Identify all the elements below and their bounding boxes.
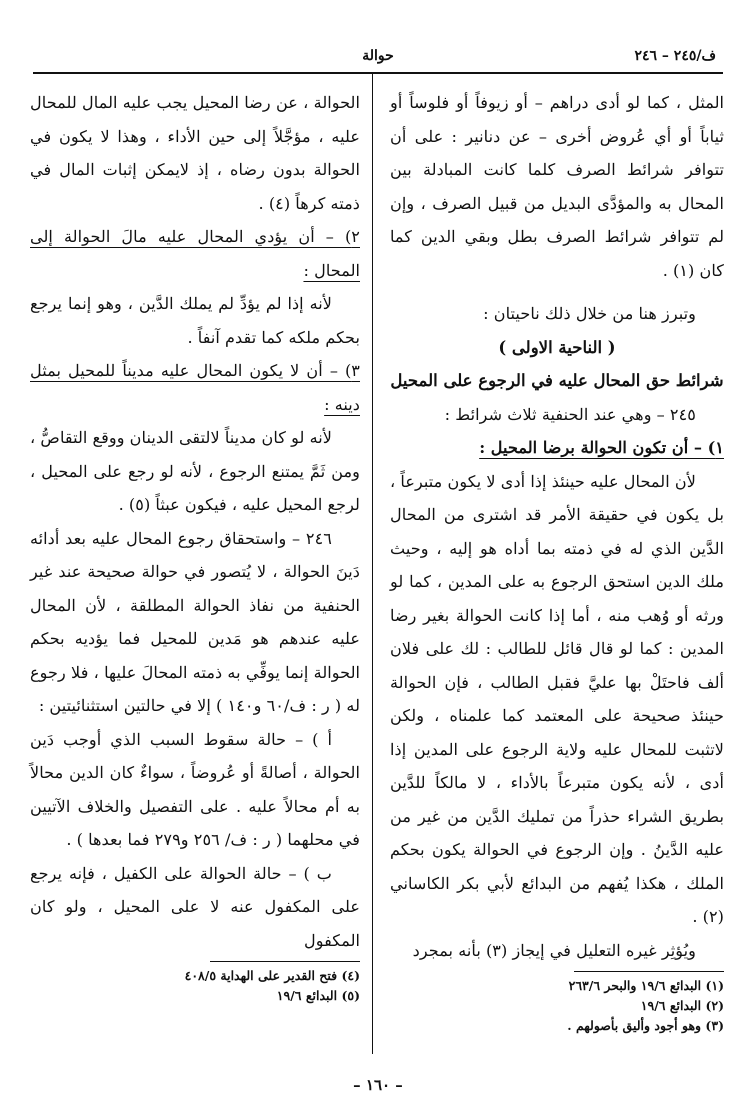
header-rule [33,72,723,74]
footnote: (٥) البدائع ١٩/٦ [276,988,360,1003]
running-title: حوالة [362,48,394,64]
footnote-rule [574,971,724,972]
footnote: (١) البدائع ١٩/٦ والبحر ٢٦٣/٦ [568,978,724,993]
paragraph: لأنه إذا لم يؤدِّ لم يملك الدَّين ، وهو إنما يرجع بحكم ملكه كما تقدم آنفاً . [30,294,360,347]
page-number: – ١٦٠ – [353,1076,403,1094]
paragraph: المثل ، كما لو أدى دراهم – أو زيوفاً أو فلوساً أو ثياباً أو أي عُروض أخرى – عن دنانير : على أن تتوافر شرائط الصرف كلما كانت المبادلة بين المحال به والمؤدَّى البديل من قبيل الصرف ، وإن لم تتوافر شرائط الصرف بطل وبقي الدين كما كان (١) . [390,93,724,280]
condition-heading [30,354,360,421]
paragraph: لأن المحال عليه حينئذ إذا أدى لا يكون متبرعاً ، بل يكون في حقيقة الأمر قد اشترى من المحال الدَّين الذي له في ذمته بما أداه هو إليه ، وحيث ملك الدين استحق الرجوع به على المدين ، كما لو ورثه أو وُهب منه ، أما إذا كانت الحوالة بغير رضا المدين : كما لو قال قائل للطالب : لك على فلان ألف فاحتَلْ بها عليَّ فقبل الطالب ، فإن الحوالة حينئذ صحيحة على المعتمد كما علمناه ، ولكن لاتثبت للمحال عليه ولاية الرجوع على المدين إذا أدى ، لأنه يكون متبرعاً بالأداء ، لا مالكاً للدَّين بطريق الشراء حذراً من تمليك الدَّين من غير من عليه الدَّينُ . وإن الرجوع في الحوالة يكون بحكم الملك ، هكذا يُفهم من البدائع لأبي بكر الكاساني (٢) . [390,471,724,926]
column-divider [372,74,373,1054]
footnote-rule [210,961,360,962]
paragraph: أ ) – حالة سقوط السبب الذي أوجب دَين الحوالة ، أصالةً أو عُروضاً ، سواءٌ كان الدين محالاً به أم محالاً عليه . على التفصيل والخلاف الآتيين في محلهما ( ر : ف/ ٢٥٦ و٢٧٩ فما بعدها ) . [30,729,360,849]
section-subheading: شرائط حق المحال عليه في الرجوع على المحيل [390,371,724,390]
paragraph: ٢٤٥ – وهي عند الحنفية ثلاث شرائط : [444,404,696,424]
condition-heading-text: ٣) – أن لا يكون المحال عليه مديناً للمحيل بمثل دينه : [30,361,360,414]
footnote: (٢) البدائع ١٩/٦ [640,998,724,1013]
paragraph: الحوالة ، عن رضا المحيل يجب عليه المال للمحال عليه ، مؤجَّلاً إلى حين الأداء ، وهذا لا يكون في الحوالة بدون رضاه ، إذ لايمكن إثبات المال في ذمته كرهاً (٤) . [30,93,360,213]
paragraph: وتبرز هنا من خلال ذلك ناحيتان : [483,304,696,323]
condition-heading [390,431,724,465]
section-reference: ف/٢٤٥ – ٢٤٦ [634,48,716,64]
paragraph: ويُؤثِر غيره التعليل في إيجاز (٣) بأنه بمجرد [412,940,696,960]
condition-heading [30,220,360,287]
right-column [390,86,724,1036]
footnote: (٣) وهو أجود وأليق بأصولهم . [567,1018,724,1033]
condition-heading-text: ٢) – أن يؤدي المحال عليه مالَ الحوالة إلى المحال : [30,227,360,280]
section-heading: ( الناحية الاولى ) [498,337,616,357]
paragraph: ب ) – حالة الحوالة على الكفيل ، فإنه يرجع على المكفول عنه لا على المحيل ، ولو كان المكفول [30,863,360,950]
paragraph: لأنه لو كان مديناً لالتقى الدينان ووقع التقاصُّ ، ومن ثَمَّ يمتنع الرجوع ، لأنه لو رجع على المحيل ، لرجع المحيل عليه ، فيكون عبثاً (٥) . [30,428,360,514]
footnote: (٤) فتح القدير على الهداية ٤٠٨/٥ [184,968,360,983]
paragraph: ٢٤٦ – واستحقاق رجوع المحال عليه بعد أدائه دَينَ الحوالة ، لا يُتصور في حوالة صحيحة عند غير الحنفية من نفاذ الحوالة المطلقة ، لأن المحال عليه عندهم هو مَدين للمحيل فما يؤديه بحكم الحوالة إنما يوفِّي به ذمته المحالَ عليها ، فلا رجوع له ( ر : ف/٦٠ و١٤٠ ) إلا في حالتين استثنائيتين : [30,528,360,715]
left-column [30,86,360,1006]
condition-heading-text: ١) – أن تكون الحوالة برضا المحيل : [479,438,724,457]
